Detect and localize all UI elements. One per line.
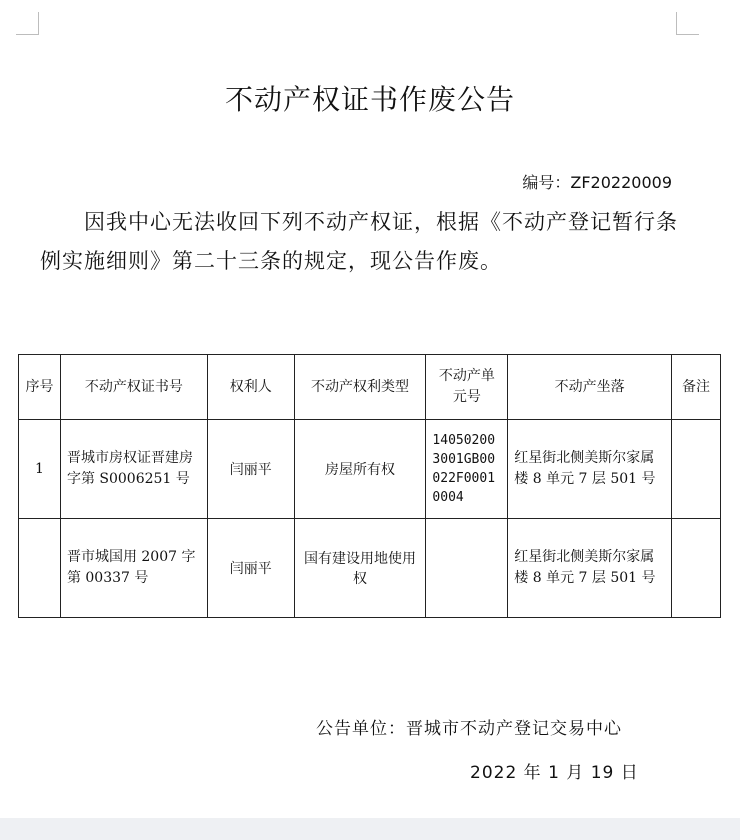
notice-title: 不动产权证书作废公告	[224, 83, 515, 116]
notice-date: 2022 年 1 月 19 日	[470, 763, 639, 783]
cell-seq	[19, 519, 61, 618]
cell-cert-no: 晋市城国用 2007 字第 00337 号	[60, 519, 207, 618]
cell-right-type: 国有建设用地使用权	[294, 519, 426, 618]
header-cert-no: 不动产权证书号	[60, 355, 207, 420]
cell-remark	[672, 519, 721, 618]
header-location: 不动产坐落	[508, 355, 672, 420]
page-corner-mark-right	[676, 12, 699, 35]
table-row	[19, 420, 721, 519]
cell-unit-no	[426, 519, 508, 618]
cell-holder: 闫丽平	[207, 519, 294, 618]
table-header-row	[19, 355, 721, 420]
issuing-unit: 公告单位：晋城市不动产登记交易中心	[316, 719, 622, 739]
header-holder: 权利人	[207, 355, 294, 420]
header-right-type: 不动产权利类型	[294, 355, 426, 420]
cell-right-type: 房屋所有权	[294, 420, 426, 519]
header-seq: 序号	[19, 355, 61, 420]
cell-unit-no: 140502003001GB00022F00010004	[426, 420, 508, 519]
cell-seq: 1	[19, 420, 61, 519]
notice-paragraph: 因我中心无法收回下列不动产权证，根据《不动产登记暂行条例实施细则》第二十三条的规定，现公告作废。	[40, 210, 678, 273]
header-unit-no: 不动产单元号	[426, 355, 508, 420]
header-remark: 备注	[672, 355, 721, 420]
cell-location: 红星街北侧美斯尔家属楼 8 单元 7 层 501 号	[508, 519, 672, 618]
table-row	[19, 519, 721, 618]
cell-remark	[672, 420, 721, 519]
cell-cert-no: 晋城市房权证晋建房字第 S0006251 号	[60, 420, 207, 519]
page-corner-mark-left	[16, 12, 39, 35]
viewer-bottom-bar	[0, 818, 740, 840]
certificate-table	[18, 354, 721, 618]
cell-location: 红星街北侧美斯尔家属楼 8 单元 7 层 501 号	[508, 420, 672, 519]
cell-holder: 闫丽平	[207, 420, 294, 519]
document-number: 编号：ZF20220009	[522, 173, 672, 192]
